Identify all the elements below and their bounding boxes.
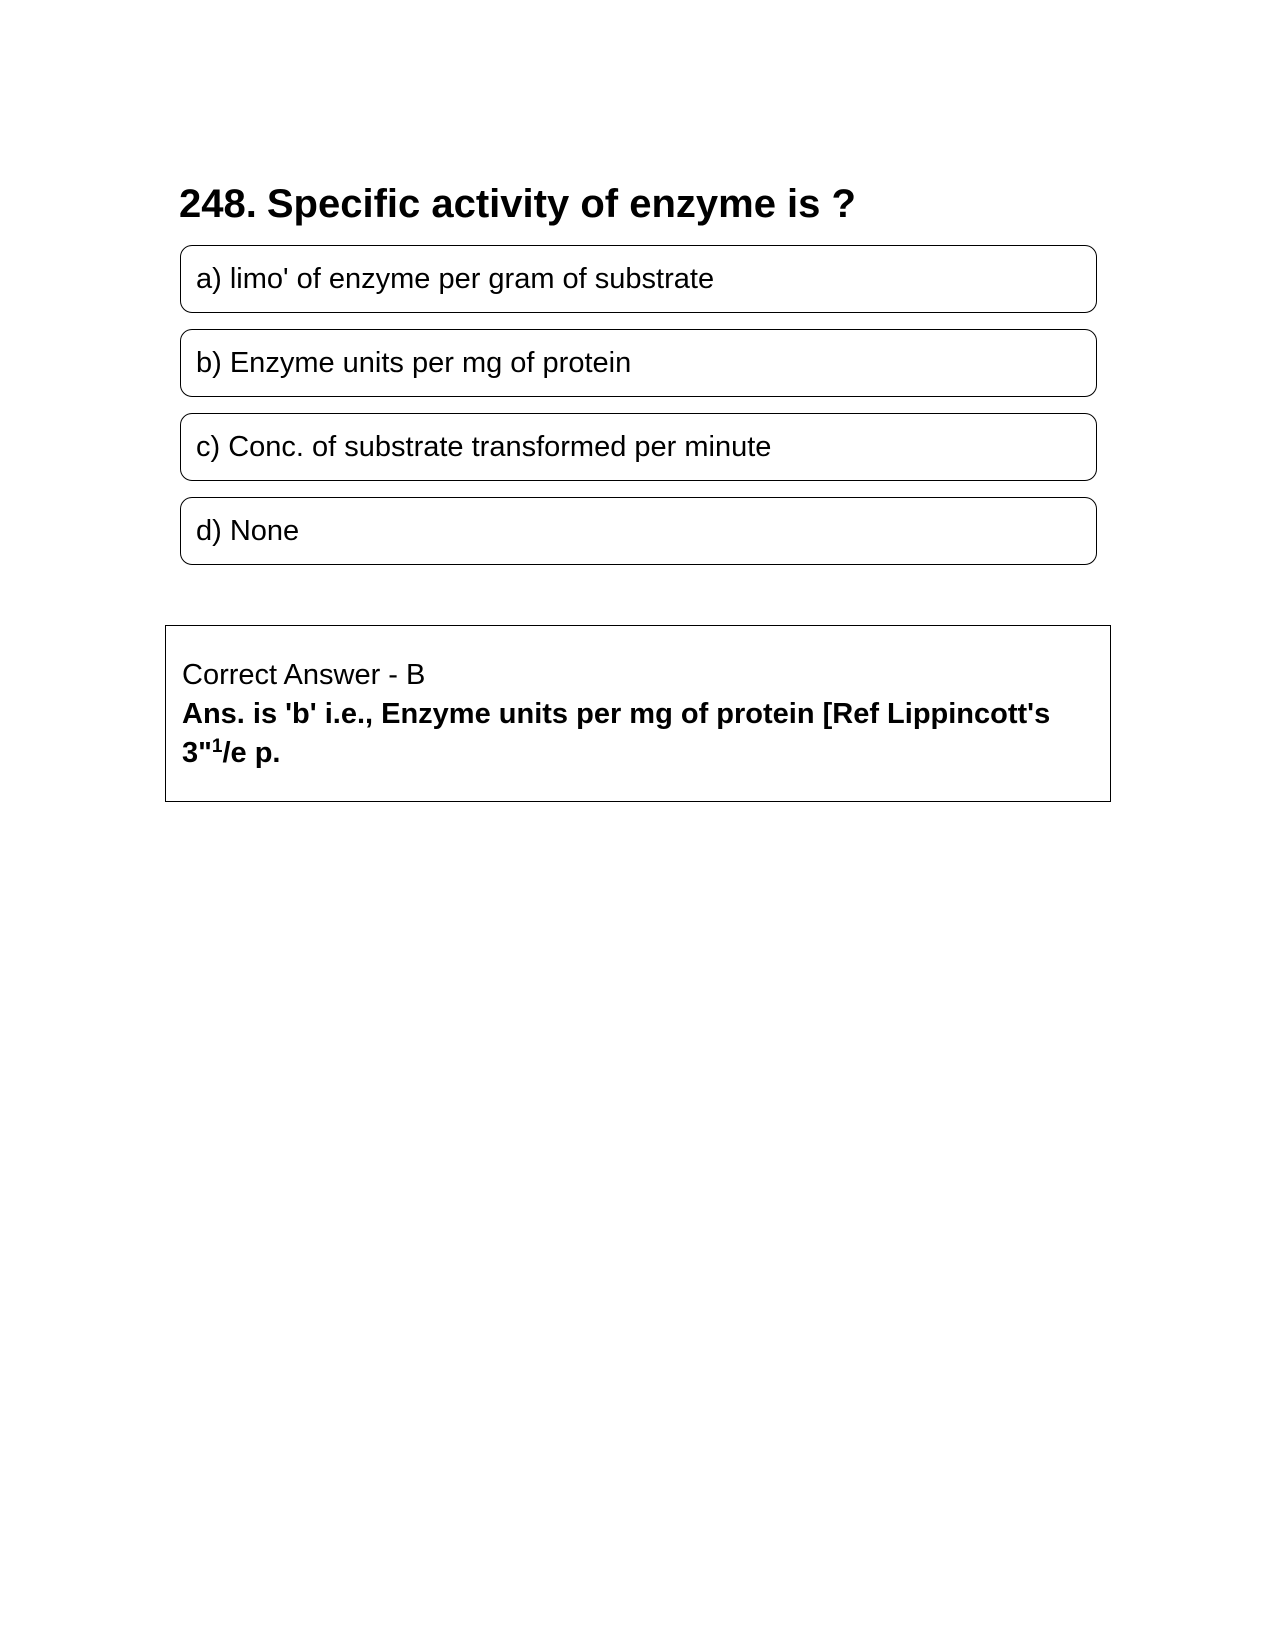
answer-explanation-prefix: 3": [182, 737, 212, 769]
question-heading: [179, 178, 856, 230]
options-list: [180, 245, 1097, 581]
answer-explanation-main: Ans. is 'b' i.e., Enzyme units per mg of protein [Ref Lippincott's: [182, 698, 1051, 730]
option-c[interactable]: [180, 413, 1097, 481]
question-number: 248.: [179, 182, 257, 226]
option-d-text: d) None: [196, 514, 300, 547]
option-a-text: a) limo' of enzyme per gram of substrate: [196, 262, 715, 295]
option-b[interactable]: [180, 329, 1097, 397]
answer-explanation-superscript: 1: [211, 736, 223, 757]
answer-explanation-suffix: /e p.: [222, 737, 281, 769]
answer-explanation: [182, 695, 1095, 773]
option-b-text: b) Enzyme units per mg of protein: [196, 346, 632, 379]
correct-answer-label: Correct Answer - B: [182, 659, 426, 691]
question-text: Specific activity of enzyme is ?: [266, 182, 856, 226]
option-a[interactable]: [180, 245, 1097, 313]
option-d[interactable]: [180, 497, 1097, 565]
option-c-text: c) Conc. of substrate transformed per minute: [196, 430, 772, 463]
answer-box: [165, 625, 1111, 802]
